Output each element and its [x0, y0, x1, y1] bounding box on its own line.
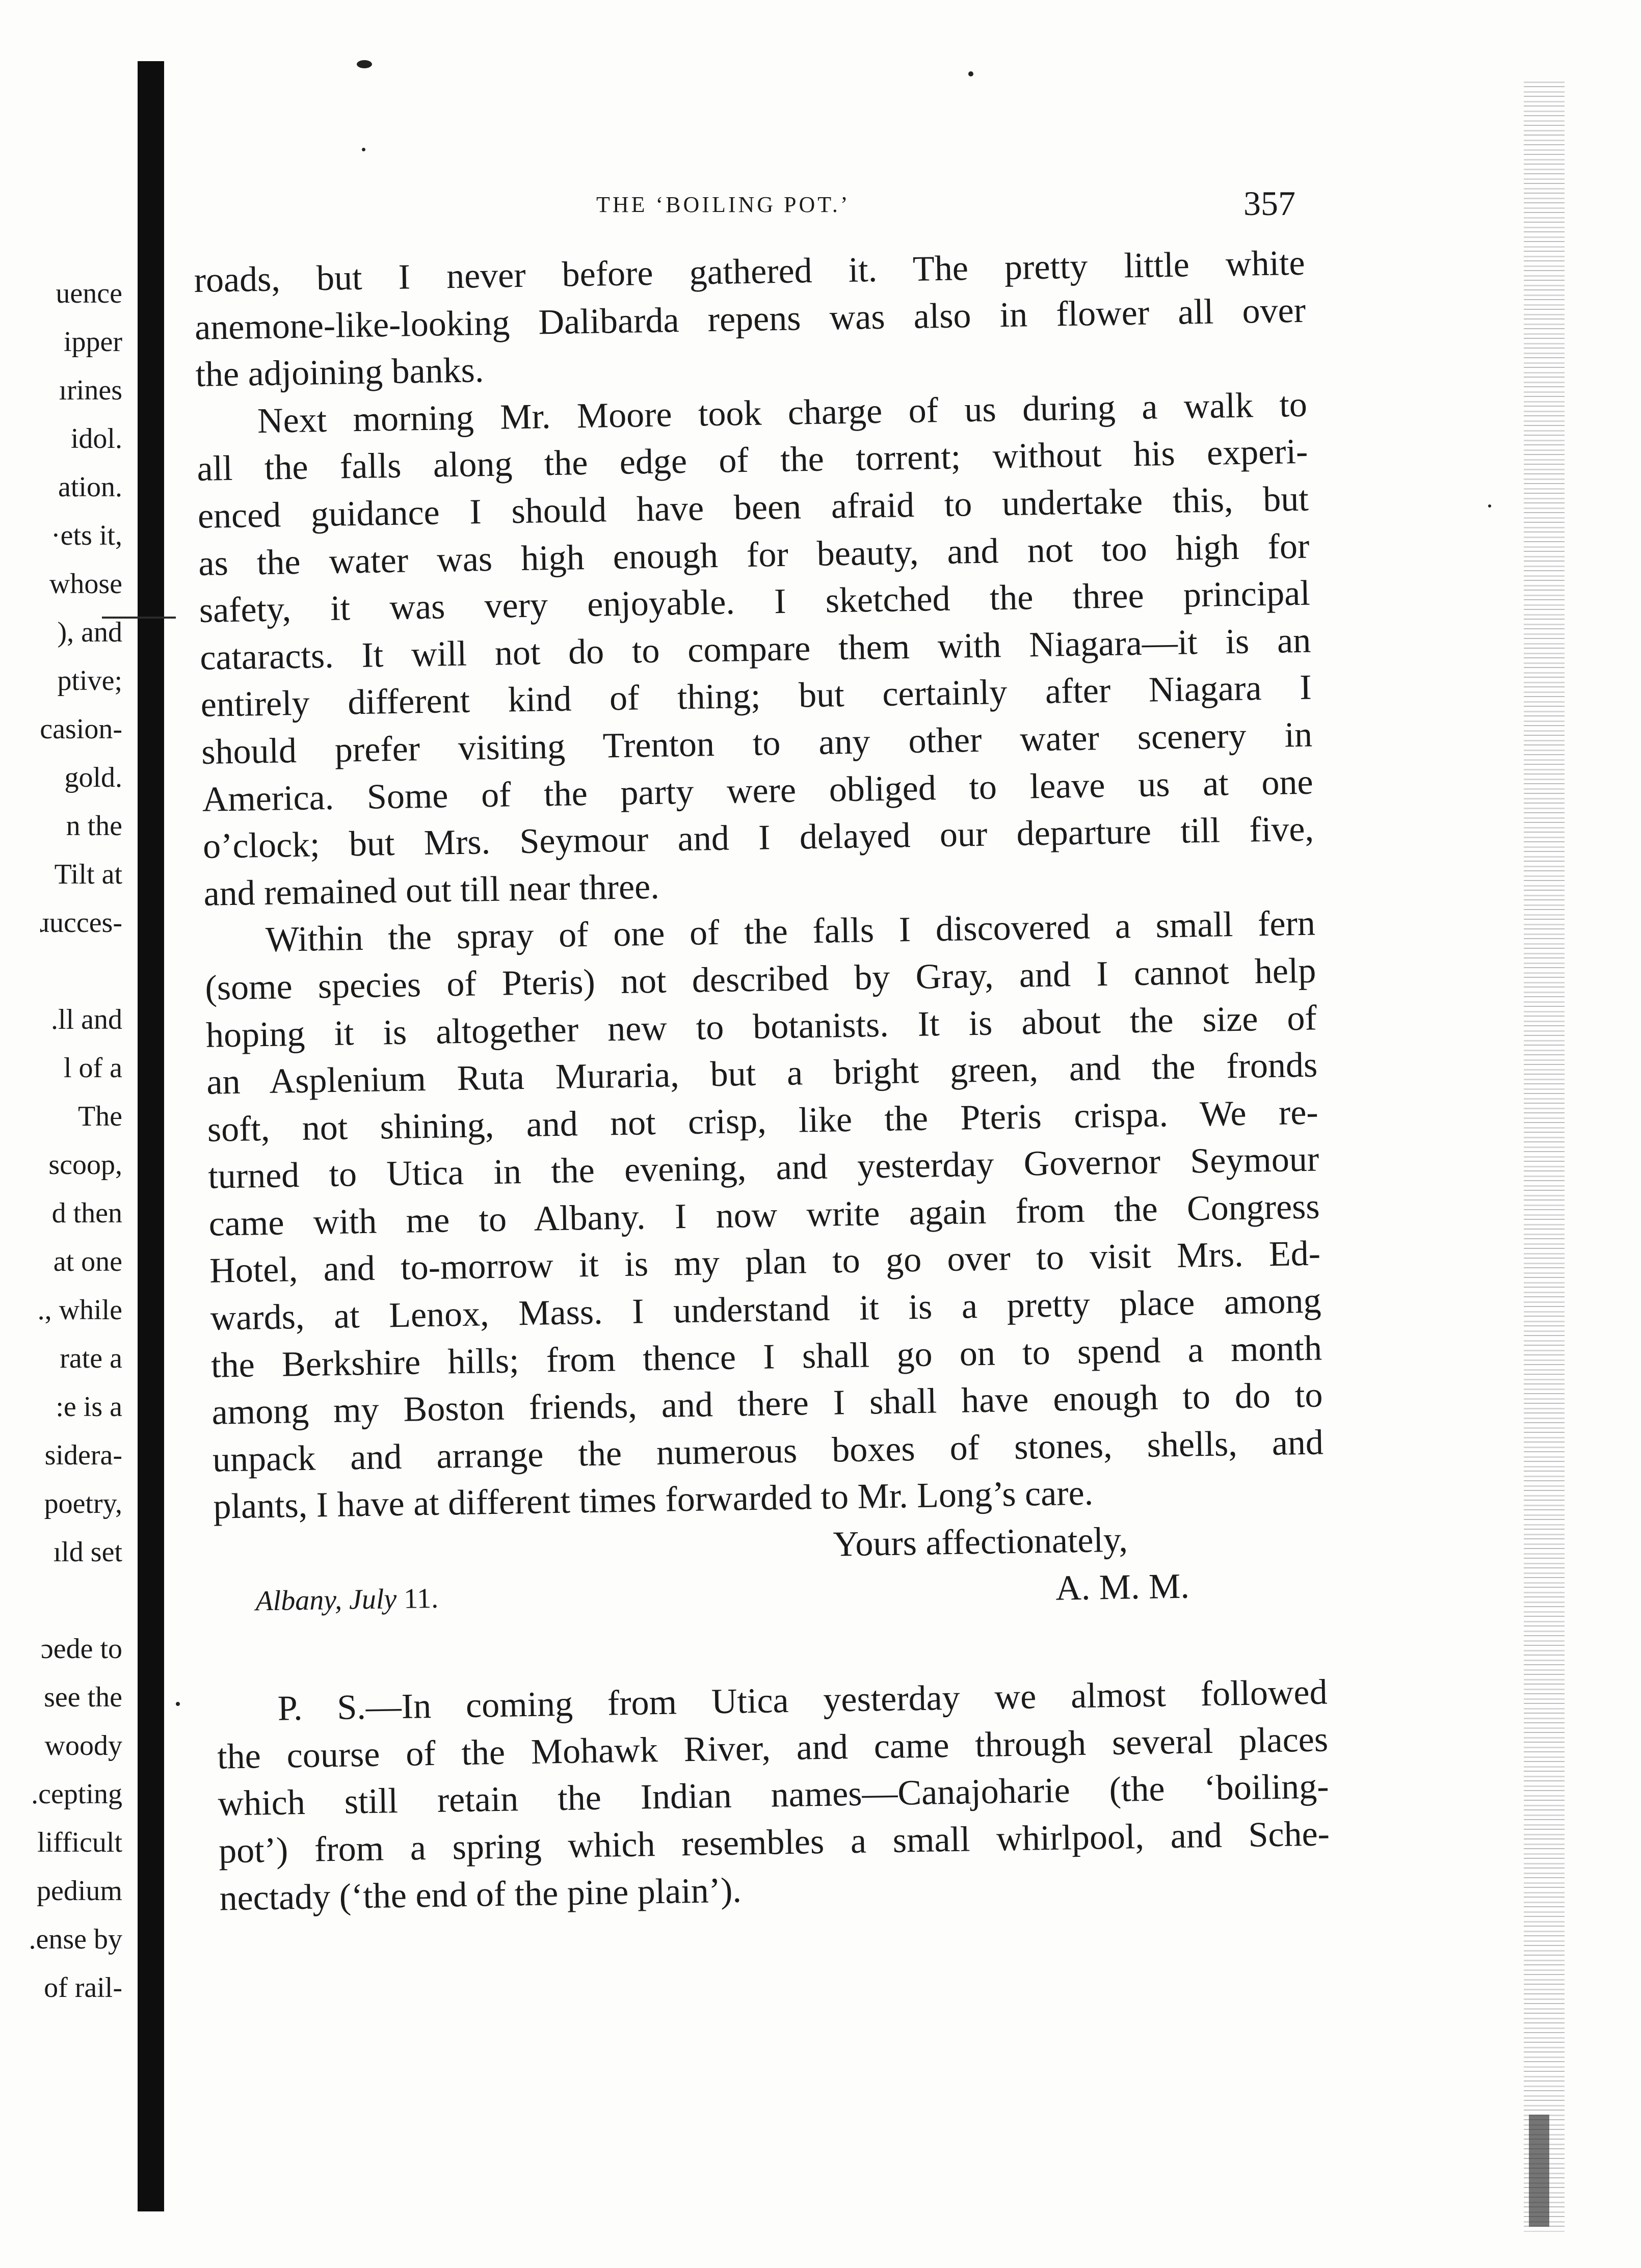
signature-initials: A. M. M. [1055, 1566, 1190, 1608]
text-line: enced guidance I should have been afraid to undertake this, but [197, 479, 1309, 536]
text-line: an Asplenium Ruta Muraria, but a bright green, and the fronds [206, 1045, 1318, 1102]
fragment-line: sidera- [44, 1439, 122, 1471]
text-line: the adjoining banks. [195, 351, 484, 395]
text-line: (some species of Pteris) not described by Gray, and I cannot help [204, 951, 1316, 1008]
facing-page-fragments [0, 0, 122, 2268]
text-line: anemone-like-looking Dalibarda repens was also in flower all over [194, 290, 1306, 348]
text-line: roads, but I never before gathered it. The pretty little white [194, 243, 1306, 300]
fragment-line: d then [51, 1197, 122, 1229]
page-number: 357 [1243, 184, 1295, 223]
fragment-line: gold. [64, 762, 122, 793]
text-line: the Berkshire hills; from thence I shall go on to spend a month [210, 1328, 1322, 1385]
text-line: wards, at Lenox, Mass. I understand it is a pretty place among [210, 1281, 1322, 1338]
fragment-line: ptive; [57, 665, 122, 697]
text-line: among my Boston friends, and there I shall have enough to do to [211, 1375, 1323, 1432]
text-line: and remained out till near three. [203, 867, 660, 914]
text-line: the course of the Mohawk River, and came through several places [217, 1720, 1329, 1777]
fragment-line: ation. [58, 471, 122, 503]
fragment-line: at one [53, 1246, 122, 1277]
text-line: America. Some of the party were obliged to leave us at one [202, 762, 1314, 819]
fragment-line: scoop, [48, 1149, 122, 1181]
fragment-line: ırines [59, 375, 122, 406]
closing-salutation: Yours affectionately, [833, 1520, 1128, 1564]
binding-gutter [138, 61, 164, 2211]
fragment-line: .cepting [31, 1778, 122, 1810]
fragment-line: l of a [63, 1052, 122, 1084]
scan-edge-shadow [1529, 2115, 1549, 2227]
text-line: entirely different kind of thing; but certainly after Niagara I [200, 668, 1312, 725]
fragment-line: .ense by [29, 1924, 122, 1955]
text-line: turned to Utica in the evening, and yesterday Governor Seymour [207, 1139, 1319, 1197]
text-line: P. S.—In coming from Utica yesterday we almost followed [277, 1672, 1328, 1728]
text-line: hoping it is altogether new to botanists. It is about the size of [205, 998, 1317, 1055]
ink-speck [968, 71, 973, 76]
dateline-day: 11. [403, 1582, 439, 1615]
text-line: nectady (‘the end of the pine plain’). [219, 1871, 742, 1918]
fragment-line: Tilt at [54, 859, 122, 890]
fragment-line: ·ets it, [51, 520, 122, 551]
fragment-line: ɔede to [40, 1633, 122, 1665]
text-line: came with me to Albany. I now write again from the Congress [208, 1187, 1320, 1244]
fragment-line: lifficult [37, 1827, 122, 1858]
fragment-line: of rail- [44, 1972, 122, 2004]
text-line: soft, not shining, and not crisp, like the Pteris crispa. We re- [207, 1092, 1319, 1150]
fragment-line: ɹucces- [40, 907, 122, 939]
text-line: should prefer visiting Trenton to any other water scenery in [201, 715, 1313, 772]
ink-speck [176, 1702, 180, 1706]
text-line: as the water was high enough for beauty, and not too high for [198, 526, 1310, 583]
fragment-line: rate a [60, 1343, 122, 1374]
running-head: THE ‘BOILING POT.’ [596, 192, 851, 217]
text-line: cataracts. It will not do to compare them with Niagara—it is an [199, 621, 1311, 678]
fragment-line: The [77, 1101, 122, 1132]
fragment-line: :e is a [56, 1391, 122, 1423]
text-line: safety, it was very enjoyable. I sketched the three principal [199, 573, 1311, 631]
text-line: unpack and arrange the numerous boxes of stones, shells, and [212, 1423, 1324, 1480]
fragment-line: see the [44, 1682, 122, 1713]
fragment-line: .ll and [51, 1004, 122, 1035]
text-line: Hotel, and to-morrow it is my plan to go over to visit Mrs. Ed- [209, 1234, 1321, 1291]
scan-edge-noise [1524, 82, 1565, 2232]
text-line: all the falls along the edge of the torrent; without his experi- [196, 432, 1308, 489]
text-line: o’clock; but Mrs. Seymour and I delayed our departure till five, [202, 809, 1314, 866]
text-line: pot’) from a spring which resembles a small whirlpool, and Sche- [218, 1814, 1330, 1871]
fragment-line: ), and [57, 617, 122, 648]
ink-speck [362, 148, 365, 151]
body-text [194, 240, 1331, 1923]
ink-speck [1488, 504, 1491, 508]
fragment-line: n the [66, 810, 122, 842]
fragment-line: pedium [37, 1875, 122, 1907]
fragment-line: idol. [70, 423, 122, 455]
fragment-line: ., while [37, 1294, 122, 1326]
text-line: Next morning Mr. Moore took charge of us during a walk to [257, 385, 1308, 441]
fragment-line: uence [56, 278, 122, 309]
ink-speck [357, 60, 372, 68]
text-line: plants, I have at different times forwarded to Mr. Long’s care. [213, 1474, 1094, 1527]
fragment-line: casion- [40, 713, 122, 745]
fragment-line: ipper [63, 326, 122, 358]
text-line: Within the spray of one of the falls I discovered a small fern [265, 903, 1316, 960]
fragment-line: whose [49, 568, 122, 600]
fragment-line: poetry, [44, 1488, 122, 1519]
dateline-place: Albany, July [255, 1583, 397, 1617]
fragment-line: woody [44, 1730, 122, 1762]
text-line: which still retain the Indian names—Canajoharie (the ‘boiling- [218, 1767, 1330, 1824]
fragment-line: ıld set [53, 1536, 122, 1568]
